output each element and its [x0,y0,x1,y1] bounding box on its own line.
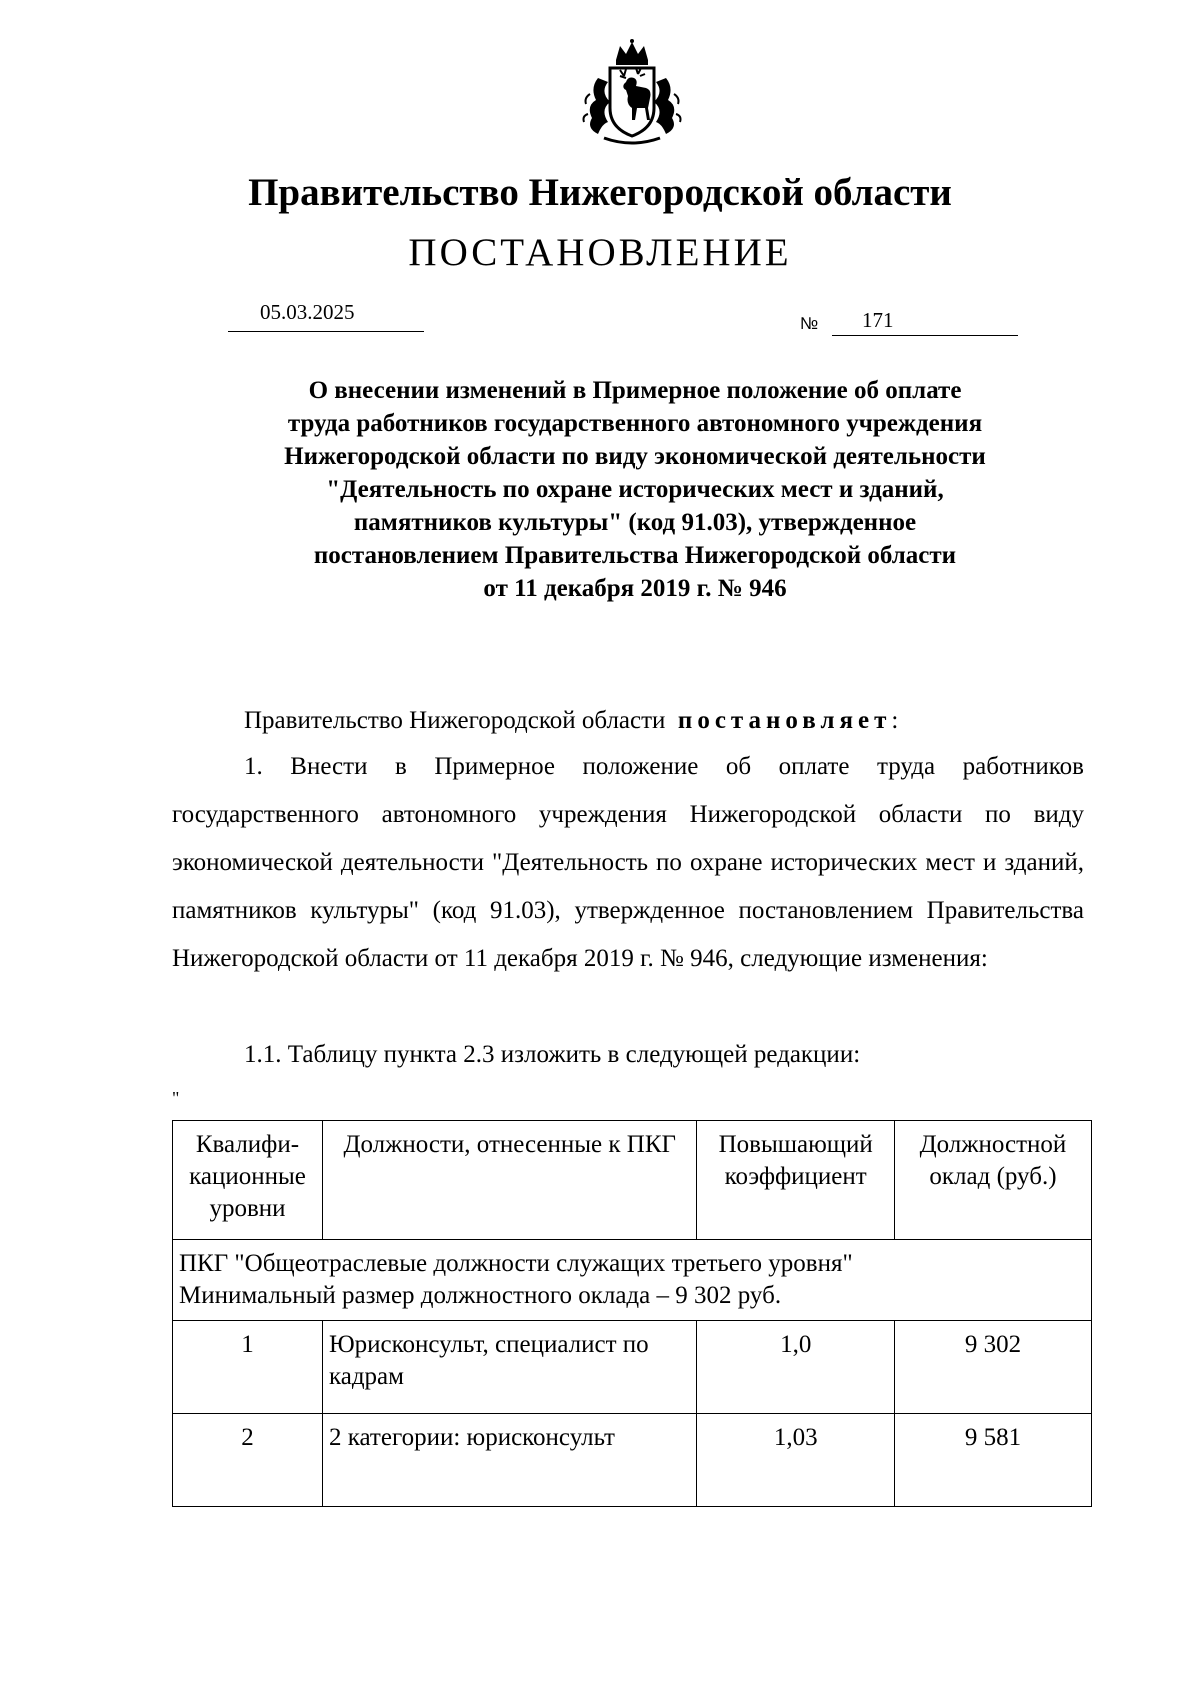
header-salary: Должностной оклад (руб.) [894,1121,1091,1240]
cell-position: Юрисконсульт, специалист по кадрам [322,1321,697,1414]
subject-line: О внесении изменений в Примерное положение об оплате [308,377,962,404]
cell-level: 1 [173,1321,323,1414]
table-header-row [173,1121,1092,1240]
subject-line: от 11 декабря 2019 г. № 946 [483,575,787,602]
document-subject [160,374,1110,605]
item-1-paragraph: 1. Внести в Примерное положение об оплате труда работников государственного автономного учреждения Нижегородской области по виду экономической деятельности "Деятельность по охране исторических мест и зданий, памятников культуры" (код 91.03), утвержденное постановлением Правительства Нижегородской области от 11 декабря 2019 г. № 946, следующие изменения: [172,753,1084,972]
coat-of-arms-deer-icon [576,38,688,150]
resolution-intro [244,697,898,745]
intro-prefix: Правительство Нижегородской области [244,707,666,734]
cell-coefficient: 1,0 [697,1321,894,1414]
document-number: 171 [832,306,1018,336]
cell-level: 2 [173,1414,323,1507]
intro-suffix: : [891,707,899,734]
cell-salary: 9 581 [894,1414,1091,1507]
salary-table [172,1120,1092,1507]
subject-line: постановлением Правительства Нижегородской области [313,542,957,569]
subject-line: памятников культуры" (код 91.03), утвержденное [353,509,917,536]
item-1-1-paragraph: 1.1. Таблицу пункта 2.3 изложить в следующей редакции: [244,1041,861,1068]
cell-salary: 9 302 [894,1321,1091,1414]
cell-position: 2 категории: юрисконсульт [322,1414,697,1507]
document-date: 05.03.2025 [228,298,424,332]
subject-line: Нижегородской области по виду экономической деятельности [284,443,986,470]
group-caption [173,1240,1092,1321]
table-row [173,1414,1092,1507]
header-coefficient: Повышающий коэффициент [697,1121,894,1240]
number-label: № [800,314,819,333]
intro-verb: постановляет [677,707,892,734]
subject-line: труда работников государственного автономного учреждения [287,410,983,437]
table-row [173,1321,1092,1414]
government-title: Правительство Нижегородской области [248,171,952,214]
header-levels: Квалифи-кационные уровни [173,1121,323,1240]
table-group-row [173,1240,1092,1321]
group-title: ПКГ "Общеотраслевые должности служащих третьего уровня" [179,1250,853,1277]
group-minimum: Минимальный размер должностного оклада – 9 302 руб. [179,1282,782,1309]
opening-quote: " [172,1088,180,1108]
subject-line: "Деятельность по охране исторических мест и зданий, [326,476,944,503]
document-type: ПОСТАНОВЛЕНИЕ [408,231,792,274]
header-positions: Должности, отнесенные к ПКГ [322,1121,697,1240]
cell-coefficient: 1,03 [697,1414,894,1507]
